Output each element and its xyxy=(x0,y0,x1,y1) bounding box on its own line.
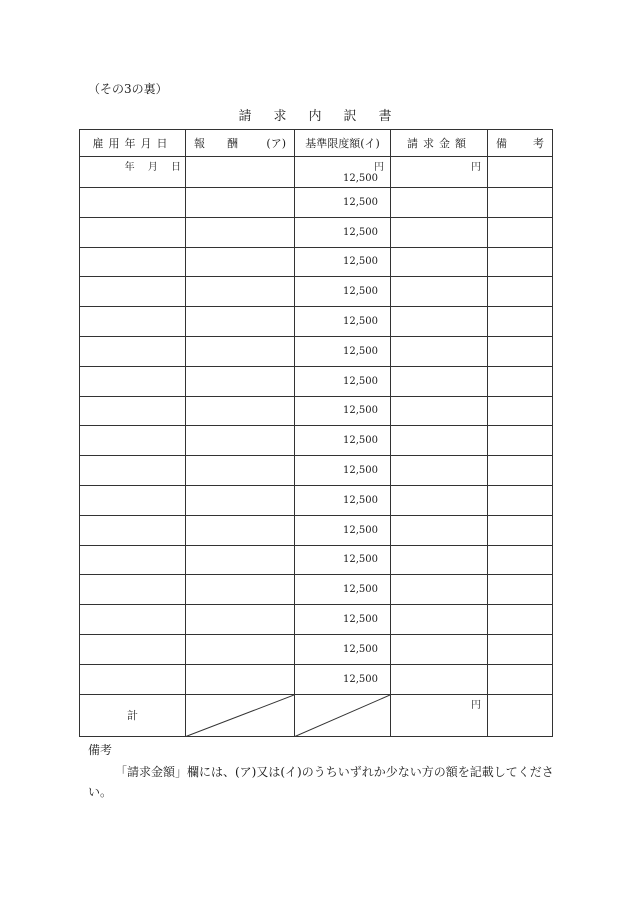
claim-amount-cell[interactable] xyxy=(391,575,488,605)
claim-breakdown-table xyxy=(79,129,553,737)
table-row xyxy=(80,307,553,337)
limit-amount-cell xyxy=(295,545,391,575)
total-row xyxy=(80,694,553,736)
notes-heading: 備考 xyxy=(88,743,113,757)
claim-amount-cell[interactable] xyxy=(391,545,488,575)
remuneration-cell[interactable] xyxy=(186,277,295,307)
limit-amount-cell xyxy=(295,575,391,605)
limit-amount-cell xyxy=(295,426,391,456)
employment-date-cell[interactable] xyxy=(80,634,186,664)
table-row xyxy=(80,605,553,635)
employment-date-cell[interactable] xyxy=(80,157,186,188)
employment-date-cell[interactable] xyxy=(80,545,186,575)
remarks-cell[interactable] xyxy=(488,396,553,426)
claim-amount-cell[interactable] xyxy=(391,426,488,456)
remuneration-cell[interactable] xyxy=(186,575,295,605)
claim-amount-cell[interactable] xyxy=(391,277,488,307)
limit-amount-value: 12,500 xyxy=(343,316,378,328)
employment-date-cell[interactable] xyxy=(80,426,186,456)
claim-amount-cell[interactable] xyxy=(391,336,488,366)
limit-amount-value: 12,500 xyxy=(343,435,378,447)
remuneration-cell[interactable] xyxy=(186,307,295,337)
remarks-cell[interactable] xyxy=(488,366,553,396)
table-row xyxy=(80,336,553,366)
limit-amount-cell xyxy=(295,485,391,515)
remarks-cell[interactable] xyxy=(488,515,553,545)
remarks-cell[interactable] xyxy=(488,157,553,188)
remuneration-cell[interactable] xyxy=(186,664,295,694)
table-row xyxy=(80,575,553,605)
limit-amount-value: 12,500 xyxy=(343,554,378,566)
limit-amount-cell xyxy=(295,515,391,545)
total-limit-struck-cell xyxy=(295,694,391,736)
limit-amount-value: 12,500 xyxy=(343,614,378,626)
table-row xyxy=(80,426,553,456)
table-row xyxy=(80,277,553,307)
limit-amount-value: 12,500 xyxy=(343,405,378,417)
employment-date-cell[interactable] xyxy=(80,664,186,694)
limit-amount-cell xyxy=(295,188,391,218)
limit-amount-value: 12,500 xyxy=(343,643,378,655)
limit-amount-value: 12,500 xyxy=(343,173,378,184)
remuneration-cell[interactable] xyxy=(186,634,295,664)
remuneration-cell[interactable] xyxy=(186,157,295,188)
remarks-cell[interactable] xyxy=(488,336,553,366)
limit-amount-cell xyxy=(295,247,391,277)
claim-amount-cell[interactable] xyxy=(391,515,488,545)
table-row xyxy=(80,664,553,694)
remarks-cell[interactable] xyxy=(488,426,553,456)
limit-amount-cell xyxy=(295,217,391,247)
employment-date-cell[interactable] xyxy=(80,307,186,337)
limit-amount-value: 12,500 xyxy=(343,524,378,536)
total-label: 計 xyxy=(127,709,138,723)
limit-amount-cell xyxy=(295,336,391,366)
limit-amount-value: 12,500 xyxy=(343,375,378,387)
employment-date-cell[interactable] xyxy=(80,515,186,545)
employment-date-cell[interactable] xyxy=(80,336,186,366)
total-remarks-cell[interactable] xyxy=(488,694,553,736)
table-row xyxy=(80,396,553,426)
employment-date-cell[interactable] xyxy=(80,366,186,396)
claim-amount-cell[interactable] xyxy=(391,634,488,664)
employment-date-cell[interactable] xyxy=(80,456,186,486)
limit-amount-cell xyxy=(295,396,391,426)
employment-date-cell[interactable] xyxy=(80,605,186,635)
table-row xyxy=(80,247,553,277)
table-row xyxy=(80,515,553,545)
limit-amount-cell xyxy=(295,277,391,307)
claim-amount-cell[interactable] xyxy=(391,605,488,635)
remarks-cell[interactable] xyxy=(488,605,553,635)
limit-amount-value: 12,500 xyxy=(343,465,378,477)
header-employment-date: 雇用年月日 xyxy=(80,130,186,157)
form-subtitle: （その3の裏） xyxy=(88,82,168,96)
remarks-cell[interactable] xyxy=(488,188,553,218)
remarks-cell[interactable] xyxy=(488,277,553,307)
remuneration-cell[interactable] xyxy=(186,366,295,396)
remarks-cell[interactable] xyxy=(488,247,553,277)
table-row xyxy=(80,217,553,247)
limit-amount-cell xyxy=(295,157,391,188)
remuneration-cell[interactable] xyxy=(186,396,295,426)
limit-amount-cell xyxy=(295,307,391,337)
employment-date-cell[interactable] xyxy=(80,217,186,247)
limit-amount-value: 12,500 xyxy=(343,256,378,268)
table-header-row xyxy=(80,130,553,157)
remuneration-cell[interactable] xyxy=(186,485,295,515)
total-claim-amount-cell[interactable] xyxy=(391,694,488,736)
date-units-label: 年 月 日 xyxy=(124,162,181,173)
claim-amount-cell[interactable] xyxy=(391,366,488,396)
employment-date-cell[interactable] xyxy=(80,277,186,307)
remarks-cell[interactable] xyxy=(488,485,553,515)
total-remuneration-struck-cell xyxy=(186,694,295,736)
limit-amount-value: 12,500 xyxy=(343,226,378,238)
header-limit-amount: 基準限度額(イ) xyxy=(295,130,391,157)
limit-amount-value: 12,500 xyxy=(343,196,378,208)
limit-amount-value: 12,500 xyxy=(343,345,378,357)
yen-unit-label: 円 xyxy=(471,699,481,711)
limit-amount-cell xyxy=(295,664,391,694)
header-claim-amount: 請求金額 xyxy=(391,130,488,157)
remuneration-cell[interactable] xyxy=(186,188,295,218)
remarks-cell[interactable] xyxy=(488,545,553,575)
claim-amount-cell[interactable] xyxy=(391,396,488,426)
remuneration-cell[interactable] xyxy=(186,426,295,456)
employment-date-cell[interactable] xyxy=(80,575,186,605)
remuneration-cell[interactable] xyxy=(186,515,295,545)
employment-date-cell[interactable] xyxy=(80,485,186,515)
remuneration-cell[interactable] xyxy=(186,217,295,247)
limit-amount-value: 12,500 xyxy=(343,286,378,298)
table-row xyxy=(80,456,553,486)
limit-amount-value: 12,500 xyxy=(343,584,378,596)
remuneration-cell[interactable] xyxy=(186,336,295,366)
remarks-cell[interactable] xyxy=(488,456,553,486)
employment-date-cell[interactable] xyxy=(80,396,186,426)
remarks-cell[interactable] xyxy=(488,217,553,247)
claim-amount-cell[interactable] xyxy=(391,307,488,337)
limit-amount-cell xyxy=(295,366,391,396)
claim-amount-cell[interactable] xyxy=(391,157,488,188)
yen-unit-label: 円 xyxy=(471,162,481,173)
limit-amount-value: 12,500 xyxy=(343,673,378,685)
claim-amount-cell[interactable] xyxy=(391,217,488,247)
table-row xyxy=(80,545,553,575)
table-row xyxy=(80,366,553,396)
remuneration-cell[interactable] xyxy=(186,456,295,486)
form-title: 請求内訳書 xyxy=(238,109,414,124)
table-row xyxy=(80,188,553,218)
table-row xyxy=(80,634,553,664)
notes-body: 「請求金額」欄には、(ア)又は(イ)のうちいずれか少ない方の額を記載してください。 xyxy=(88,765,554,799)
claim-amount-cell[interactable] xyxy=(391,188,488,218)
remarks-cell[interactable] xyxy=(488,664,553,694)
remarks-cell[interactable] xyxy=(488,307,553,337)
header-remuneration: 報 酬 (ア) xyxy=(186,130,295,157)
table-row xyxy=(80,485,553,515)
limit-amount-cell xyxy=(295,456,391,486)
remuneration-cell[interactable] xyxy=(186,545,295,575)
limit-amount-cell xyxy=(295,634,391,664)
diagonal-strike xyxy=(295,695,390,736)
remuneration-cell[interactable] xyxy=(186,247,295,277)
header-remarks: 備 考 xyxy=(488,130,553,157)
limit-amount-cell xyxy=(295,605,391,635)
total-label-cell xyxy=(80,694,186,736)
employment-date-cell[interactable] xyxy=(80,188,186,218)
employment-date-cell[interactable] xyxy=(80,247,186,277)
remarks-cell[interactable] xyxy=(488,575,553,605)
claim-amount-cell[interactable] xyxy=(391,664,488,694)
yen-unit-label: 円 xyxy=(374,162,384,173)
limit-amount-value: 12,500 xyxy=(343,494,378,506)
claim-amount-cell[interactable] xyxy=(391,247,488,277)
claim-amount-cell[interactable] xyxy=(391,456,488,486)
claim-amount-cell[interactable] xyxy=(391,485,488,515)
remarks-cell[interactable] xyxy=(488,634,553,664)
remuneration-cell[interactable] xyxy=(186,605,295,635)
table-row xyxy=(80,157,553,188)
diagonal-strike xyxy=(186,695,294,736)
